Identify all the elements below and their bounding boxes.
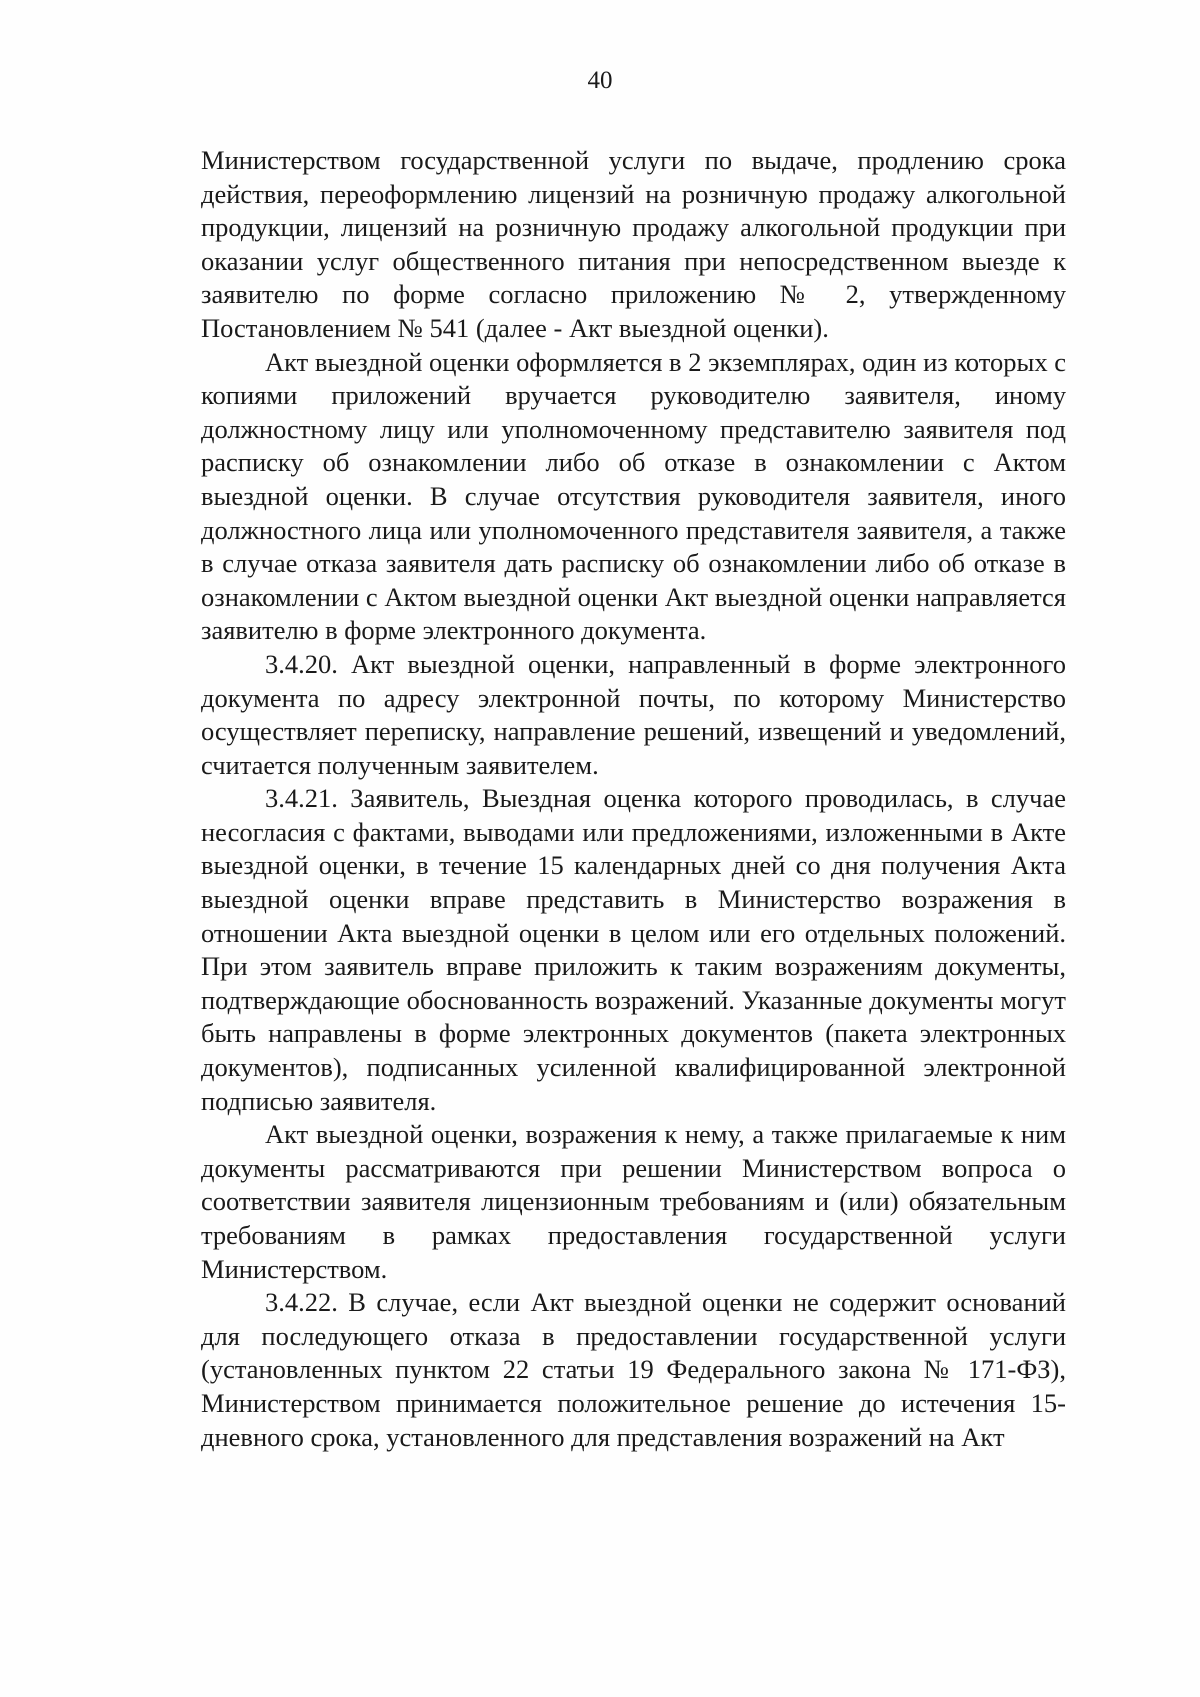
- paragraph-objections: Акт выездной оценки, возражения к нему, а также прилагаемые к ним документы рассматриваются при решении Министерством вопроса о соответствии заявителя лицензионным требованиям и (или) обязательным требованиям в рамках предоставления государственной услуги Министерством.: [201, 1119, 1066, 1284]
- paragraph-act-copies: Акт выездной оценки оформляется в 2 экземплярах, один из которых с копиями приложений вручается руководителю заявителя, иному должностному лицу или уполномоченному представителю заявителя под расписку об ознакомлении либо об отказе в ознакомлении с Актом выездной оценки. В случае отсутствия руководителя заявителя, иного должностного лица или уполномоченного представителя заявителя, а также в случае отказа заявителя дать расписку об ознакомлении либо об отказе в ознакомлении с Актом выездной оценки Акт выездной оценки направляется заявителю в форме электронного документа.: [201, 346, 1066, 646]
- paragraph-continuation: Министерством государственной услуги по выдаче, продлению срока действия, переоформлению лицензий на розничную продажу алкогольной продукции, лицензий на розничную продажу алкогольной продукции при оказании услуг общественного питания при непосредственном выезде к заявителю по форме согласно приложению № 2, утвержденному Постановлением № 541 (далее - Акт выездной оценки).: [201, 145, 1066, 343]
- document-body: [201, 144, 1066, 1454]
- page-number: 40: [587, 67, 613, 94]
- paragraph-3-4-21: 3.4.21. Заявитель, Выездная оценка которого проводилась, в случае несогласия с фактами, выводами или предложениями, изложенными в Акте выездной оценки, в течение 15 календарных дней со дня получения Акта выездной оценки вправе представить в Министерство возражения в отношении Акта выездной оценки в целом или его отдельных положений. При этом заявитель вправе приложить к таким возражениям документы, подтверждающие обоснованность возражений. Указанные документы могут быть направлены в форме электронных документов (пакета электронных документов), подписанных усиленной квалифицированной электронной подписью заявителя.: [201, 783, 1066, 1116]
- paragraph-3-4-22: 3.4.22. В случае, если Акт выездной оценки не содержит оснований для последующего отказа в предоставлении государственной услуги (установленных пунктом 22 статьи 19 Федерального закона № 171-ФЗ), Министерством принимается положительное решение до истечения 15-дневного срока, установленного для представления возражений на Акт: [201, 1287, 1066, 1452]
- paragraph-3-4-20: 3.4.20. Акт выездной оценки, направленный в форме электронного документа по адресу электронной почты, по которому Министерство осуществляет переписку, направление решений, извещений и уведомлений, считается полученным заявителем.: [201, 648, 1066, 780]
